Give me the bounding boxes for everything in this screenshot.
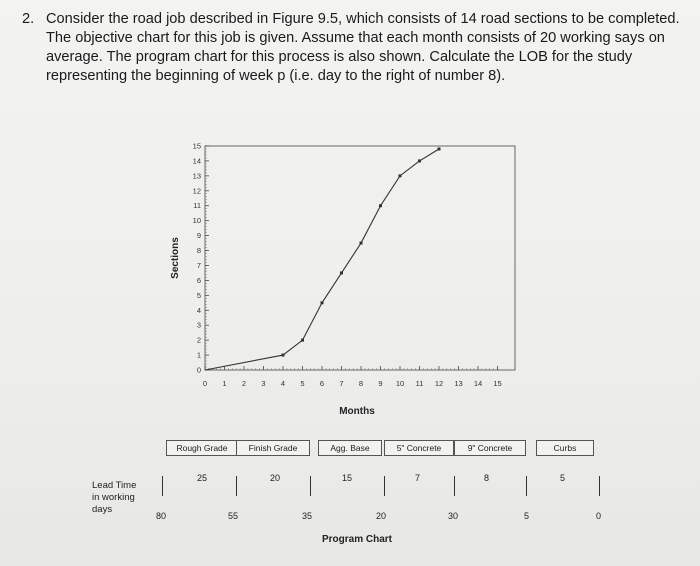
plot-frame (205, 146, 515, 370)
x-tick-label: 13 (454, 379, 463, 388)
timeline-marker (310, 476, 311, 496)
x-tick-label: 0 (202, 379, 208, 388)
program-chart-title: Program Chart (322, 534, 393, 545)
y-tick-label: 11 (193, 201, 201, 211)
activity-duration: 25 (197, 473, 208, 483)
lead-day-value: 30 (448, 511, 459, 521)
data-point (399, 174, 402, 177)
y-tick-label: 3 (196, 320, 201, 330)
activity-duration: 5 (560, 473, 566, 483)
activity-duration: 20 (270, 473, 281, 483)
x-axis-label: Months (339, 406, 375, 417)
x-tick-label: 3 (261, 379, 266, 388)
lead-day-value: 80 (156, 511, 167, 521)
y-tick-label: 13 (192, 171, 201, 181)
lead-day-value: 0 (596, 511, 602, 521)
question-number: 2. (22, 11, 35, 27)
y-tick-label: 5 (196, 290, 201, 300)
timeline-marker (162, 476, 163, 496)
lead-day-value: 55 (228, 511, 239, 521)
activity-header: Agg. Base (318, 440, 382, 456)
x-tick-label: 5 (300, 379, 305, 388)
x-tick-label: 12 (434, 379, 444, 388)
y-tick-label: 8 (196, 246, 201, 256)
activity-header: Rough Grade (166, 440, 238, 456)
y-tick-label: 10 (192, 216, 201, 226)
x-tick-label: 15 (493, 379, 502, 388)
data-point (301, 339, 304, 342)
timeline-marker (599, 476, 600, 496)
activity-header: 5" Concrete (384, 440, 454, 456)
y-tick-label: 9 (196, 231, 201, 241)
lead-time-label (92, 480, 136, 516)
timeline-marker (236, 476, 237, 496)
lead-day-value: 20 (376, 511, 387, 521)
y-tick-label: 2 (196, 335, 201, 345)
data-point (321, 301, 324, 304)
y-tick-label: 7 (196, 260, 201, 270)
y-tick-label: 14 (192, 156, 201, 166)
x-tick-label: 10 (395, 379, 405, 388)
x-tick-label: 1 (222, 379, 227, 388)
y-tick-label: 0 (196, 365, 201, 375)
question-text: Consider the road job described in Figure 9.5, which consists of 14 road sections to be completed. The objective chart for this job is given. Assume that each month consists of 20 working says on average. The program chart for this process is also shown. Calculate the LOB for the study representing the beginning of week p (i.e. day to the right of number 8). (46, 11, 680, 84)
y-tick-label: 4 (196, 305, 201, 315)
data-point (438, 147, 441, 150)
y-axis-label: Sections (170, 237, 181, 279)
lead-day-value: 35 (302, 511, 313, 521)
series-line (205, 149, 439, 370)
x-tick-label: 6 (319, 379, 325, 388)
lead-label-line: days (92, 504, 113, 515)
timeline-marker (384, 476, 385, 496)
lead-label-line: Lead Time (92, 480, 137, 491)
activity-header: Curbs (536, 440, 594, 456)
x-tick-label: 14 (473, 379, 483, 388)
y-tick-label: 6 (196, 275, 201, 285)
data-point (282, 354, 285, 357)
activity-duration: 15 (342, 473, 353, 483)
lead-label-line: in working (92, 492, 135, 503)
x-tick-label: 8 (358, 379, 364, 388)
x-tick-label: 2 (241, 379, 247, 388)
y-tick-label: 12 (192, 186, 201, 196)
activity-header: 9" Concrete (454, 440, 526, 456)
y-tick-label: 15 (192, 141, 201, 151)
data-point (379, 204, 382, 207)
x-tick-label: 4 (280, 379, 286, 388)
activity-duration: 7 (415, 473, 421, 483)
activity-header: Finish Grade (236, 440, 310, 456)
y-tick-label: 1 (196, 350, 201, 360)
timeline-marker (526, 476, 527, 496)
activity-duration: 8 (484, 473, 490, 483)
lead-day-value: 5 (524, 511, 530, 521)
x-tick-label: 7 (339, 379, 344, 388)
timeline-marker (454, 476, 455, 496)
x-tick-label: 11 (415, 379, 424, 388)
x-tick-label: 9 (378, 379, 383, 388)
data-point (418, 159, 421, 162)
data-point (340, 271, 343, 274)
data-point (360, 242, 363, 245)
